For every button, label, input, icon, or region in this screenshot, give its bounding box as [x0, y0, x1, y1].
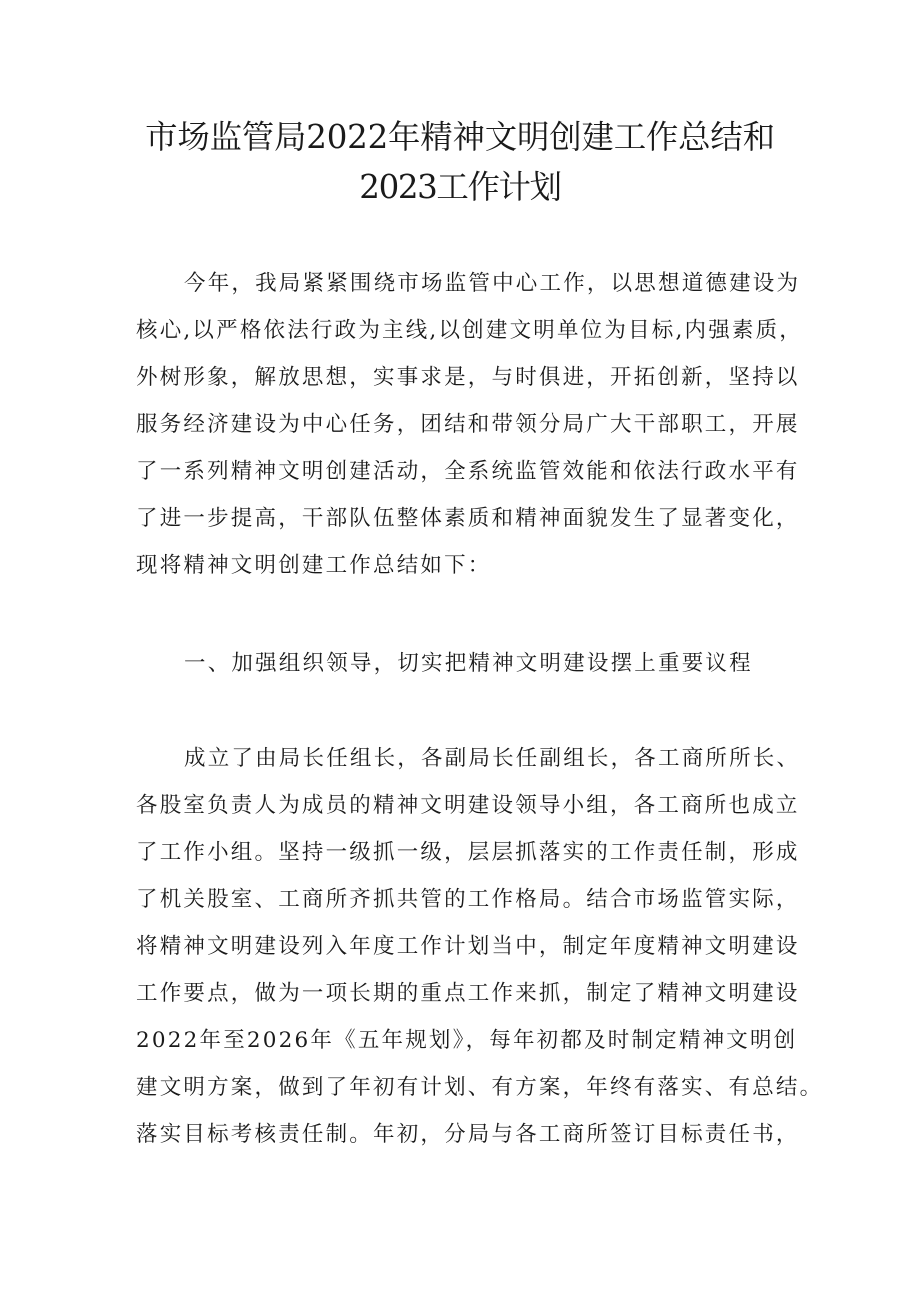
intro-line-4: 服务经济建设为中心任务，团结和带领分局广大干部职工，开展 — [136, 412, 800, 437]
intro-line-1: 今年，我局紧紧围绕市场监管中心工作，以思想道德建设为 — [184, 271, 801, 296]
section1-line-1: 成立了由局长任组长，各副局长任副组长，各工商所所长、 — [184, 746, 801, 771]
section1-line-8: 建文明方案，做到了年初有计划、有方案，年终有落实、有总结。 — [136, 1075, 824, 1100]
section1-line-2: 各股室负责人为成员的精神文明建设领导小组，各工商所也成立 — [136, 793, 800, 818]
intro-line-5: 了一系列精神文明创建活动，全系统监管效能和依法行政水平有 — [136, 459, 800, 484]
section1-line-6: 工作要点，做为一项长期的重点工作来抓，制定了精神文明建设 — [136, 981, 800, 1006]
section1-line-3: 了工作小组。坚持一级抓一级，层层抓落实的工作责任制，形成 — [136, 840, 800, 865]
section1-line-4: 了机关股室、工商所齐抓共管的工作格局。结合市场监管实际， — [136, 887, 800, 912]
title-line-2: 2023工作计划 — [359, 168, 561, 206]
intro-line-7: 现将精神文明创建工作总结如下： — [136, 553, 492, 578]
title-line-1: 市场监管局2022年精神文明创建工作总结和 — [145, 118, 775, 156]
intro-line-3: 外树形象，解放思想，实事求是，与时俱进，开拓创新，坚持以 — [136, 365, 800, 390]
section1-line-9: 落实目标考核责任制。年初，分局与各工商所签订目标责任书， — [136, 1122, 800, 1147]
intro-line-6: 了进一步提高，干部队伍整体素质和精神面貌发生了显著变化， — [136, 506, 800, 531]
section1-line-7: 2022年至2026年《五年规划》，每年初都及时制定精神文明创 — [136, 1028, 798, 1053]
section-heading-1: 一、加强组织领导，切实把精神文明建设摆上重要议程 — [184, 651, 753, 676]
section1-line-5: 将精神文明建设列入年度工作计划当中，制定年度精神文明建设 — [136, 934, 800, 959]
intro-line-2: 核心,以严格依法行政为主线,以创建文明单位为目标,内强素质， — [136, 318, 804, 343]
